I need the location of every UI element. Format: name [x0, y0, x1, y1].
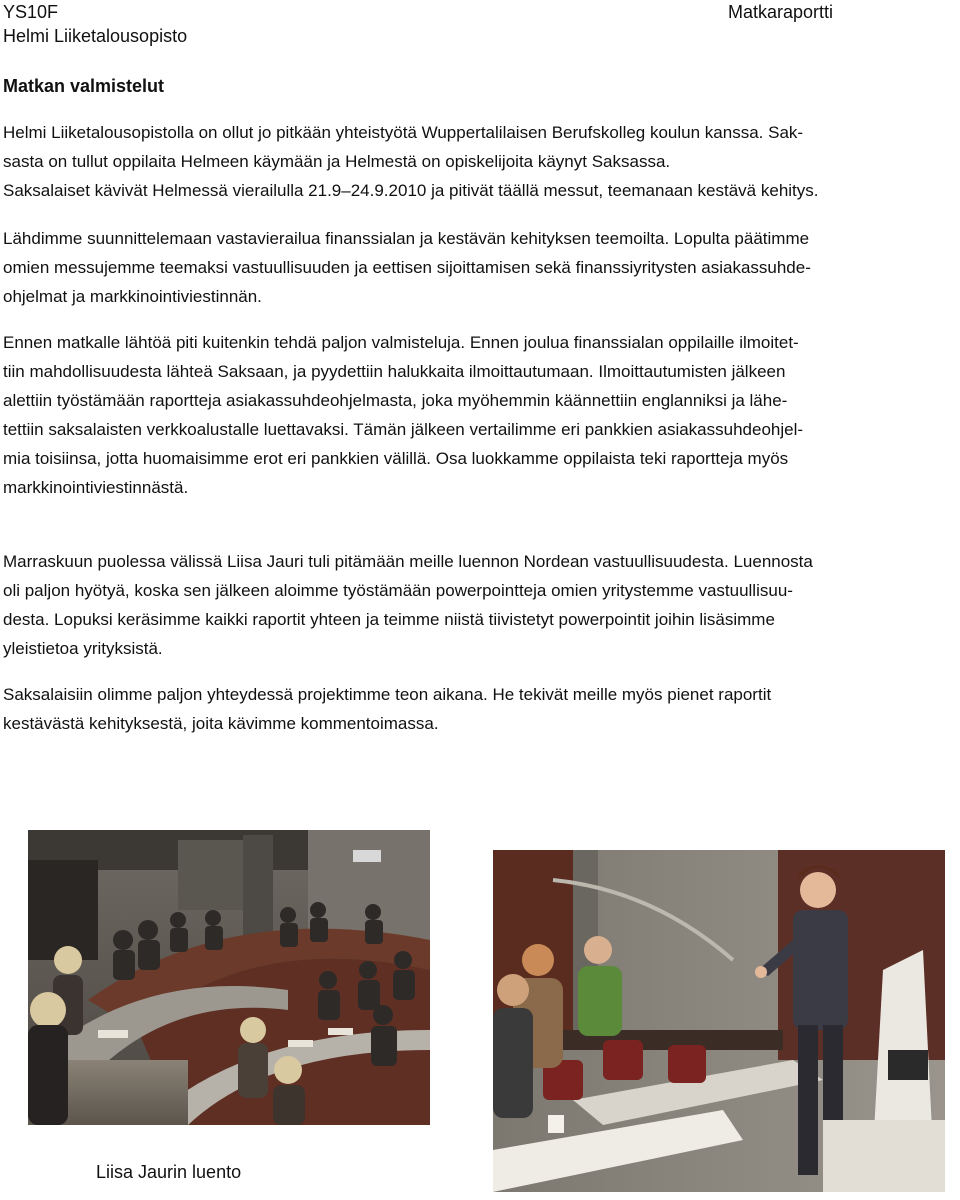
document-type: Matkaraportti: [728, 2, 834, 22]
paragraph-line: desta. Lopuksi keräsimme kaikki raportit yhteen ja teimme niistä tiivistetyt powerpointit joihin lisäsimme: [3, 610, 775, 629]
header-left: [3, 0, 187, 48]
paragraph-line: Saksalaisiin olimme paljon yhteydessä projektimme teon aikana. He tekivät meille myös pienet raportit: [3, 685, 772, 704]
paragraph-line: yleistietoa yrityksistä.: [3, 639, 163, 658]
classroom-photo: [28, 830, 430, 1125]
paragraph-line: tettiin saksalaisten verkkoalustalle luettavaksi. Tämän jälkeen vertailimme eri pankkien asiakassuhdeohjel-: [3, 420, 804, 439]
paragraph-line: Helmi Liiketalousopistolla on ollut jo pitkään yhteistyötä Wuppertalilaisen Berufskolleg koulun kanssa. Sak-: [3, 123, 804, 142]
paragraph-line: markkinointiviestinnästä.: [3, 478, 189, 497]
paragraph-5: [3, 680, 903, 738]
paragraph-line: omien messujemme teemaksi vastuullisuuden ja eettisen sijoittamisen sekä finanssiyritysten asiakassuhde-: [3, 258, 811, 277]
paragraph-2: [3, 224, 903, 311]
paragraph-line: ohjelmat ja markkinointiviestinnän.: [3, 287, 262, 306]
paragraph-line: Saksalaiset kävivät Helmessä vierailulla 21.9–24.9.2010 ja pitivät täällä messut, teemanaan kestävä kehitys.: [3, 181, 819, 200]
paragraph-line: tiin mahdollisuudesta lähteä Saksaan, ja pyydettiin halukkaita ilmoittautumaan. Ilmoittautumisten jälkeen: [3, 362, 786, 381]
paragraph-line: mia toisiinsa, jotta huomaisimme erot eri pankkien välillä. Osa luokkamme oppilaista teki raportteja myös: [3, 449, 789, 468]
paragraph-1: [3, 118, 903, 205]
paragraph-line: Marraskuun puolessa välissä Liisa Jauri tuli pitämään meille luennon Nordean vastuullisuudesta. Luennosta: [3, 552, 813, 571]
paragraph-line: sasta on tullut oppilaita Helmeen käymään ja Helmestä on opiskelijoita käynyt Saksassa.: [3, 152, 671, 171]
paragraph-line: Lähdimme suunnittelemaan vastavierailua finanssialan ja kestävän kehityksen teemoilta. Lopulta päätimme: [3, 229, 810, 248]
paragraph-line: Ennen matkalle lähtöä piti kuitenkin tehdä paljon valmisteluja. Ennen joulua finanssialan oppilaille ilmoitet-: [3, 333, 799, 352]
paragraph-4: [3, 547, 903, 663]
school-name: Helmi Liiketalousopisto: [3, 26, 188, 46]
course-code: YS10F: [3, 2, 59, 22]
lecture-photo: [493, 850, 945, 1192]
paragraph-line: oli paljon hyötyä, koska sen jälkeen aloimme työstämään powerpointteja omien yritystemme vastuullisuu-: [3, 581, 793, 600]
paragraph-3: [3, 328, 903, 502]
paragraph-line: alettiin työstämään raportteja asiakassuhdeohjelmasta, joka myöhemmin käännettiin englanniksi ja lähe-: [3, 391, 788, 410]
photo-caption: Liisa Jaurin luento: [96, 1162, 242, 1182]
paragraph-line: kestävästä kehityksestä, joita kävimme kommentoimassa.: [3, 714, 439, 733]
section-title: Matkan valmistelut: [3, 76, 165, 96]
